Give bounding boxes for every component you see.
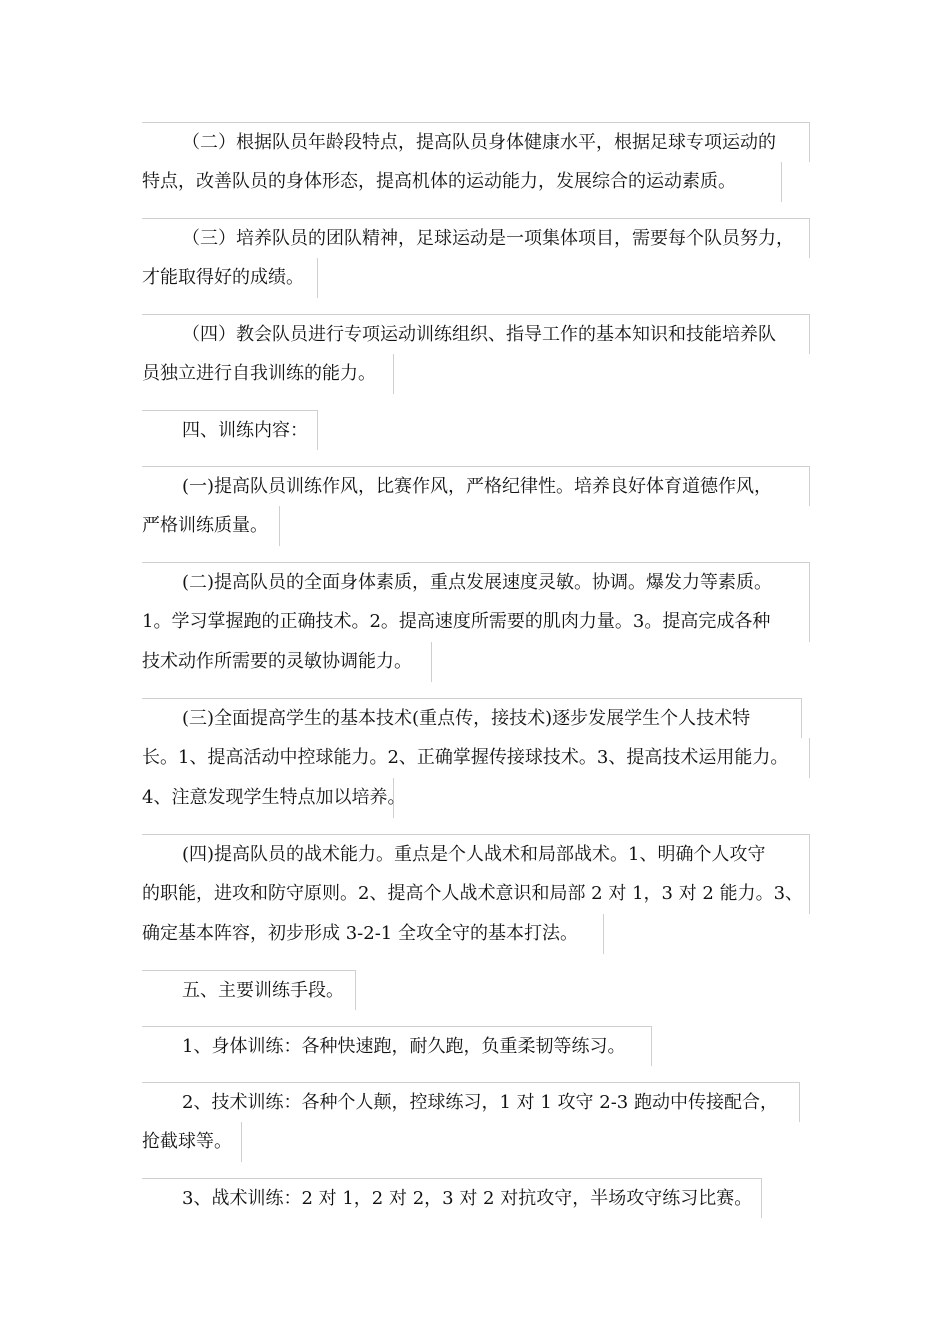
paragraph-line: （三）培养队员的团队精神，足球运动是一项集体项目，需要每个队员努力，	[142, 218, 810, 258]
section-heading: 四、训练内容：	[142, 410, 318, 450]
paragraph-line: 3、战术训练：2 对 1，2 对 2，3 对 2 对抗攻守，半场攻守练习比赛。	[142, 1178, 762, 1218]
paragraph-means-3	[142, 1178, 810, 1218]
paragraph-line: (四)提高队员的战术能力。重点是个人战术和局部战术。1、明确个人攻守	[142, 834, 810, 874]
paragraph-content-1	[142, 466, 810, 546]
paragraph-line: 长。1、提高活动中控球能力。2、正确掌握传接球技术。3、提高技术运用能力。	[142, 738, 810, 778]
paragraph-means-1	[142, 1026, 810, 1066]
paragraph-line: (三)全面提高学生的基本技术(重点传，接技术)逐步发展学生个人技术特	[142, 698, 802, 738]
paragraph-means-2	[142, 1082, 810, 1162]
paragraph-goal-4	[142, 314, 810, 394]
paragraph-content-2	[142, 562, 810, 682]
paragraph-line: 的职能，进攻和防守原则。2、提高个人战术意识和局部 2 对 1，3 对 2 能力。3、	[142, 874, 810, 914]
paragraph-line: 严格训练质量。	[142, 506, 280, 546]
paragraph-content-4	[142, 834, 810, 954]
paragraph-line: （二）根据队员年龄段特点，提高队员身体健康水平，根据足球专项运动的	[142, 122, 810, 162]
paragraph-line: 抢截球等。	[142, 1122, 242, 1162]
paragraph-line: 特点，改善队员的身体形态，提高机体的运动能力，发展综合的运动素质。	[142, 162, 782, 202]
paragraph-line: 确定基本阵容，初步形成 3-2-1 全攻全守的基本打法。	[142, 914, 604, 954]
paragraph-goal-2	[142, 122, 810, 202]
paragraph-line: (二)提高队员的全面身体素质，重点发展速度灵敏。协调。爆发力等素质。	[142, 562, 810, 602]
paragraph-line: 1。学习掌握跑的正确技术。2。提高速度所需要的肌肉力量。3。提高完成各种	[142, 602, 810, 642]
paragraph-line: 1、身体训练：各种快速跑，耐久跑，负重柔韧等练习。	[142, 1026, 652, 1066]
paragraph-line: 2、技术训练：各种个人颠，控球练习，1 对 1 攻守 2-3 跑动中传接配合，	[142, 1082, 800, 1122]
paragraph-line: 技术动作所需要的灵敏协调能力。	[142, 642, 432, 682]
paragraph-line: (一)提高队员训练作风，比赛作风，严格纪律性。培养良好体育道德作风，	[142, 466, 810, 506]
paragraph-line: 员独立进行自我训练的能力。	[142, 354, 394, 394]
paragraph-line: 才能取得好的成绩。	[142, 258, 318, 298]
section-heading-training-means	[142, 970, 810, 1010]
paragraph-content-3	[142, 698, 810, 818]
paragraph-line: 4、注意发现学生特点加以培养。	[142, 778, 394, 818]
paragraph-line: （四）教会队员进行专项运动训练组织、指导工作的基本知识和技能培养队	[142, 314, 810, 354]
section-heading: 五、主要训练手段。	[142, 970, 356, 1010]
paragraph-goal-3	[142, 218, 810, 298]
section-heading-training-content	[142, 410, 810, 450]
